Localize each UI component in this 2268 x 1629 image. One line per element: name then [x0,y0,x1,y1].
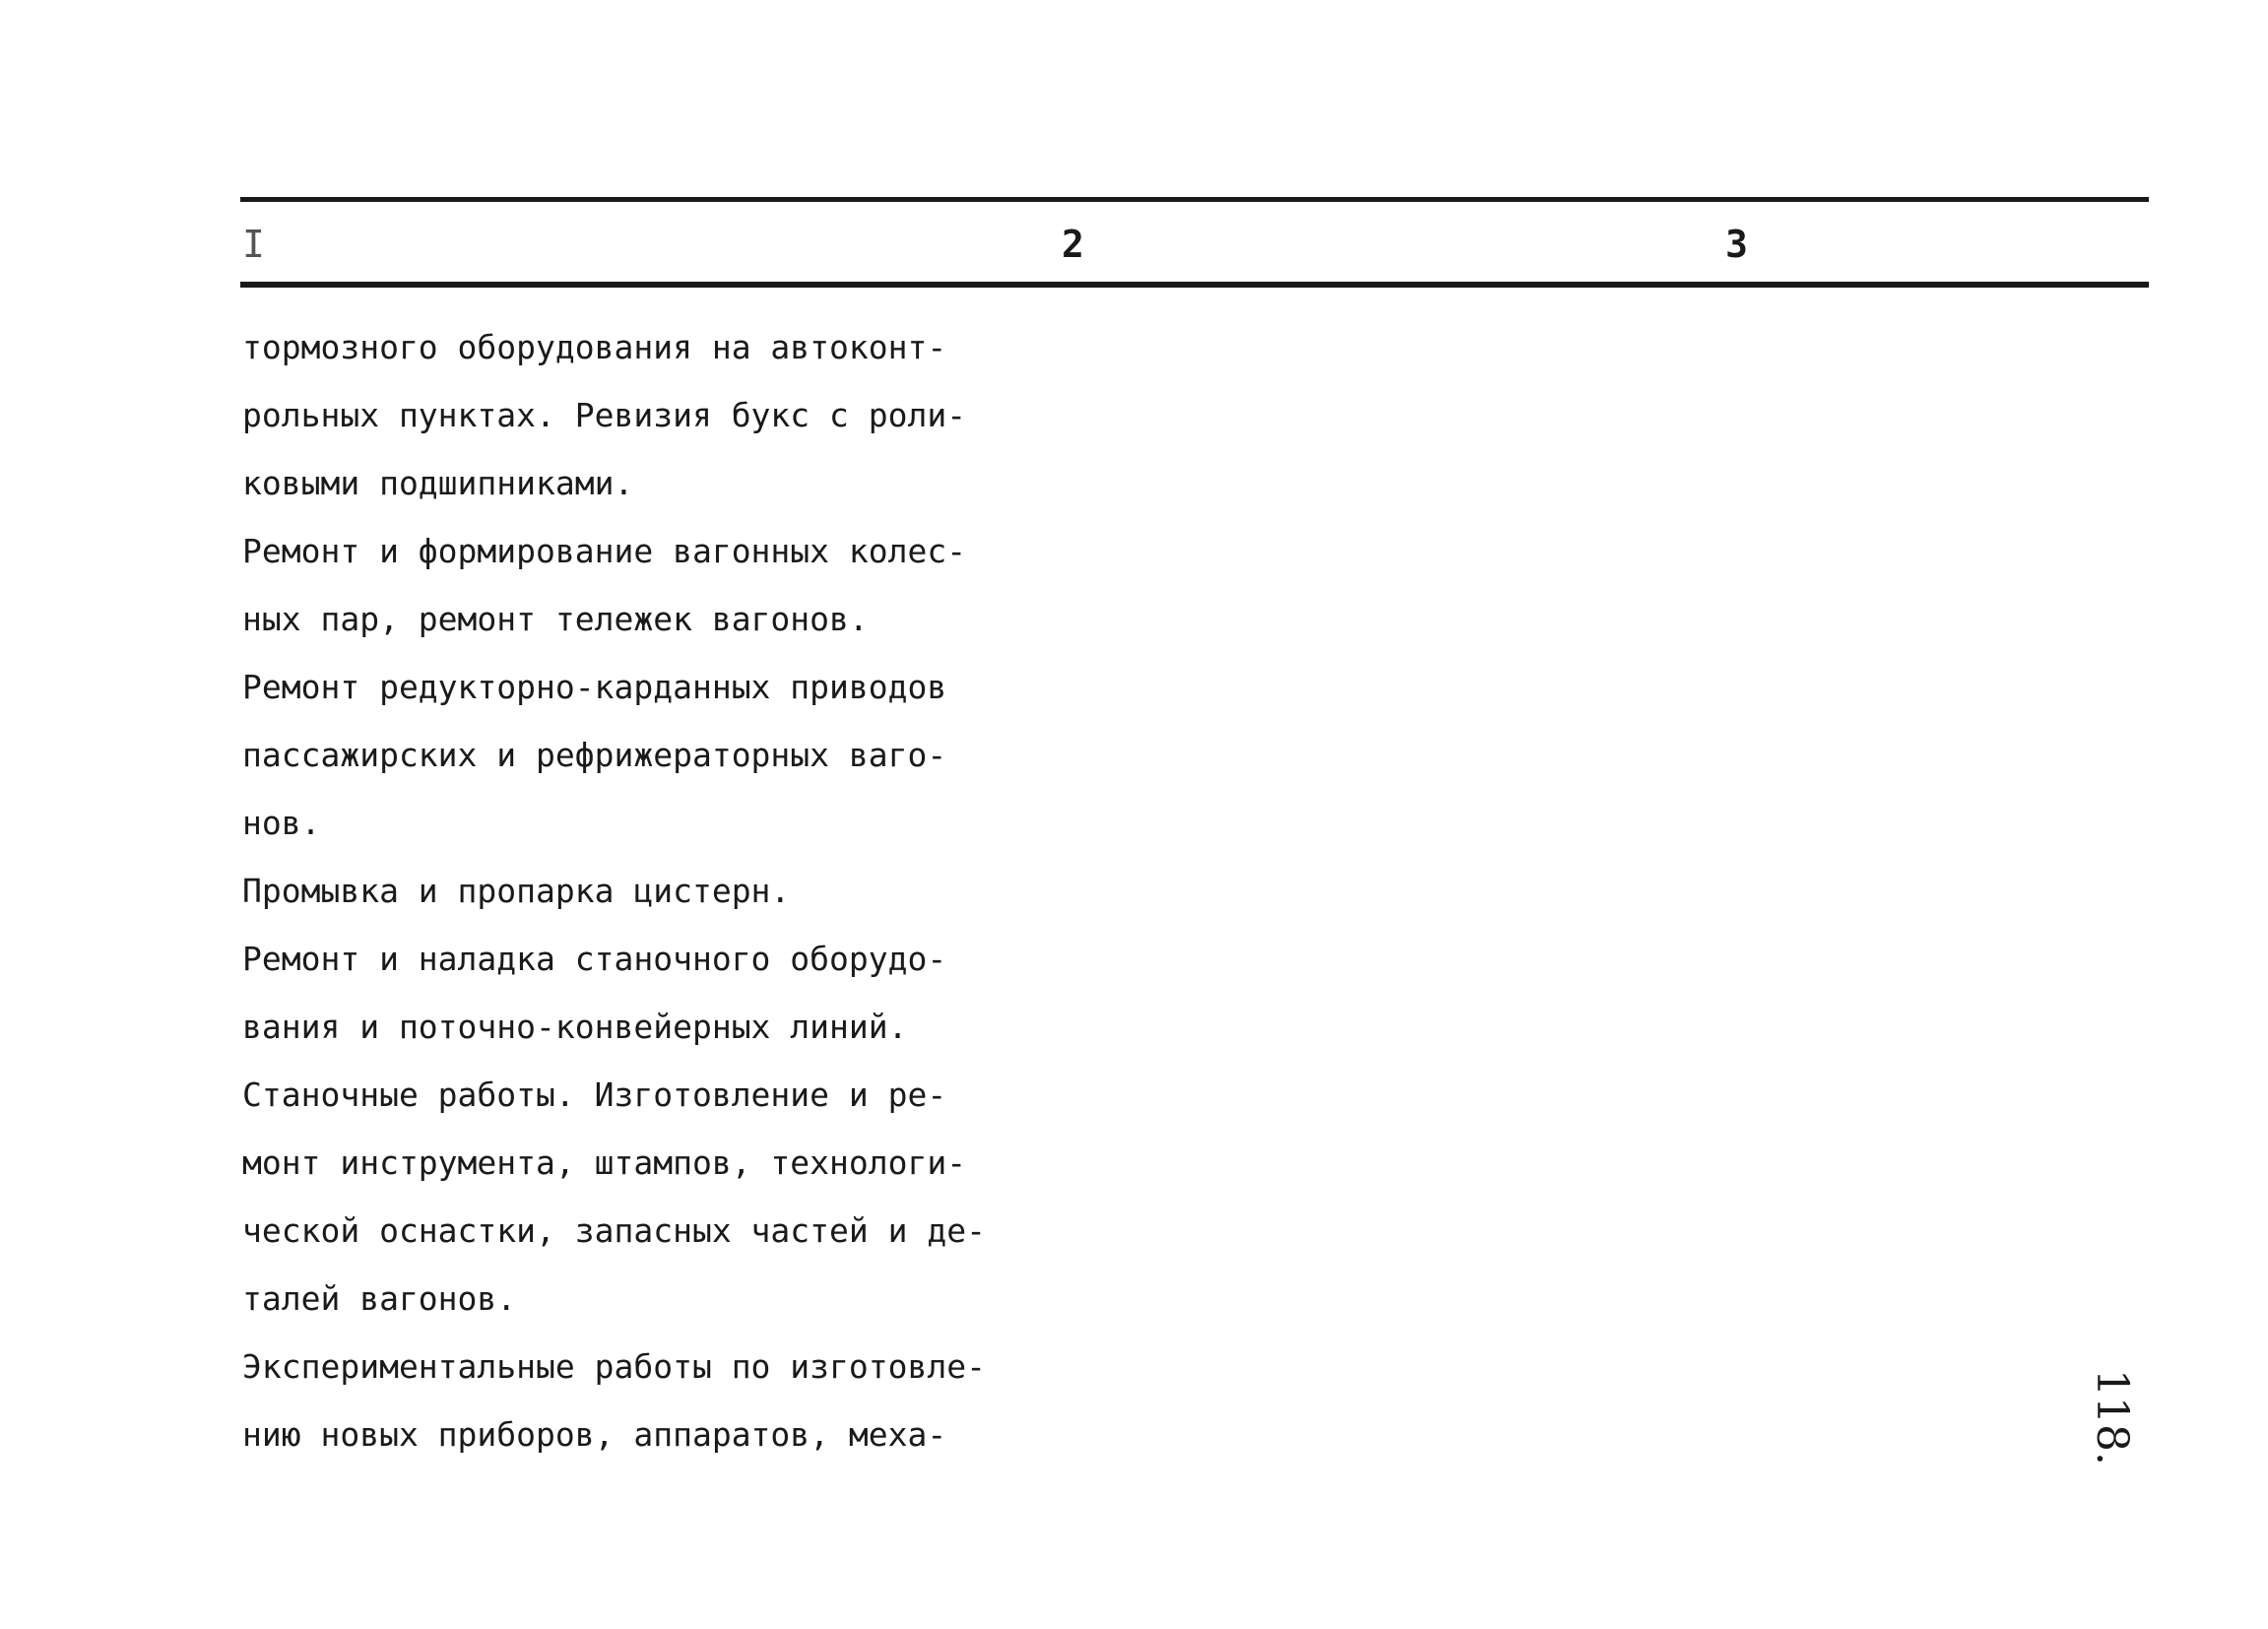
text-line: нов. [242,804,321,842]
text-line: Промывка и пропарка цистерн. [242,872,791,910]
text-line: монт инструмента, штампов, технологи- [242,1143,967,1182]
column-header-3: 3 [1725,223,1748,266]
text-line: тормозного оборудования на автоконт- [242,328,947,366]
text-line: пассажирских и рефрижераторных ваго- [242,736,947,774]
text-line: ковыми подшипниками. [242,464,634,502]
text-line: Ремонт и формирование вагонных колес- [242,532,967,570]
text-line: ных пар, ремонт тележек вагонов. [242,600,869,638]
text-line: вания и поточно-конвейерных линий. [242,1008,908,1046]
text-line: ческой оснастки, запасных частей и де- [242,1211,986,1250]
column-header-2: 2 [1062,223,1084,266]
column-header-1: I [242,223,265,266]
page-number: 118. [2087,1369,2137,1466]
text-line: Ремонт редукторно-карданных приводов [242,668,947,706]
text-line: Экспериментальные работы по изготовле- [242,1347,986,1386]
text-line: нию новых приборов, аппаратов, меха- [242,1415,947,1454]
column-1-text [242,313,1050,1468]
text-line: Станочные работы. Изготовление и ре- [242,1075,947,1114]
table-header-rule [240,282,2149,288]
text-line: рольных пунктах. Ревизия букс с роли- [242,396,967,434]
text-line: талей вагонов. [242,1279,517,1318]
table-top-rule [240,197,2149,202]
text-line: Ремонт и наладка станочного оборудо- [242,940,947,978]
